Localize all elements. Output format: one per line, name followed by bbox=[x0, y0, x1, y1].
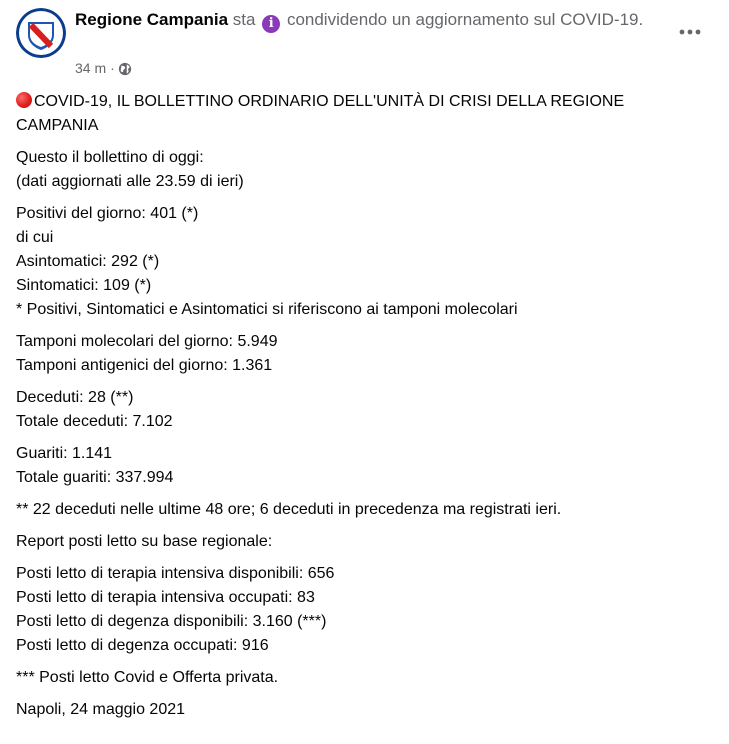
more-options-button[interactable] bbox=[672, 14, 708, 50]
post-text-line: Napoli, 24 maggio 2021 bbox=[16, 701, 186, 718]
globe-icon[interactable] bbox=[118, 61, 132, 75]
post-timestamp[interactable]: 34 m bbox=[75, 60, 107, 76]
info-icon: i bbox=[262, 15, 280, 33]
post-text-line: Totale deceduti: 7.102 bbox=[16, 413, 173, 430]
post-title: COVID-19, IL BOLLETTINO ORDINARIO DELL'UNITÀ DI CRISI DELLA REGIONE CAMPANIA bbox=[16, 93, 625, 134]
post-text-line: Posti letto di degenza disponibili: 3.160 (***) bbox=[16, 613, 327, 630]
action-prefix: sta bbox=[232, 10, 256, 29]
post-text-line: Tamponi molecolari del giorno: 5.949 bbox=[16, 333, 278, 350]
page-name-link[interactable]: Regione Campania bbox=[75, 10, 229, 29]
post-text-line: Guariti: 1.141 bbox=[16, 445, 113, 462]
action-text: condividendo un aggiornamento sul COVID-19. bbox=[286, 10, 644, 29]
post-text-line: Posti letto di degenza occupati: 916 bbox=[16, 637, 269, 654]
post-text-line: Positivi del giorno: 401 (*) bbox=[16, 205, 199, 222]
post-text-line: (dati aggiornati alle 23.59 di ieri) bbox=[16, 173, 244, 190]
post-text-line: di cui bbox=[16, 229, 54, 246]
post-header bbox=[75, 8, 665, 33]
post-text-line: Posti letto di terapia intensiva occupati: 83 bbox=[16, 589, 315, 606]
post-paragraph bbox=[16, 202, 706, 322]
post-text-line: Sintomatici: 109 (*) bbox=[16, 277, 152, 294]
meta-separator: · bbox=[110, 60, 115, 76]
post-text-line: Asintomatici: 292 (*) bbox=[16, 253, 160, 270]
regione-campania-logo bbox=[16, 8, 66, 58]
post-paragraph bbox=[16, 146, 706, 194]
post-paragraph bbox=[16, 698, 706, 722]
post-text-line: ** 22 deceduti nelle ultime 48 ore; 6 deceduti in precedenza ma registrati ieri. bbox=[16, 501, 562, 518]
red-circle-icon bbox=[16, 92, 32, 108]
post-paragraph bbox=[16, 562, 706, 658]
post-text-line: Tamponi antigenici del giorno: 1.361 bbox=[16, 357, 273, 374]
post-paragraph bbox=[16, 442, 706, 490]
post-text-line: *** Posti letto Covid e Offerta privata. bbox=[16, 669, 279, 686]
post-paragraph bbox=[16, 330, 706, 378]
post-paragraph bbox=[16, 530, 706, 554]
post-text-line: * Positivi, Sintomatici e Asintomatici si riferiscono ai tamponi molecolari bbox=[16, 301, 518, 318]
post-paragraph bbox=[16, 666, 706, 690]
post-meta bbox=[75, 58, 132, 78]
post-text-line: Totale guariti: 337.994 bbox=[16, 469, 174, 486]
post-paragraphs bbox=[16, 146, 706, 722]
page-avatar[interactable] bbox=[16, 8, 66, 58]
post-text-line: Posti letto di terapia intensiva disponibili: 656 bbox=[16, 565, 335, 582]
post-text-line: Questo il bollettino di oggi: bbox=[16, 149, 204, 166]
post-text-line: Report posti letto su base regionale: bbox=[16, 533, 273, 550]
post-body bbox=[16, 90, 706, 730]
post-paragraph bbox=[16, 386, 706, 434]
post-title-paragraph bbox=[16, 90, 706, 138]
more-horizontal-icon bbox=[678, 28, 702, 36]
post-text-line: Deceduti: 28 (**) bbox=[16, 389, 134, 406]
post-paragraph bbox=[16, 498, 706, 522]
